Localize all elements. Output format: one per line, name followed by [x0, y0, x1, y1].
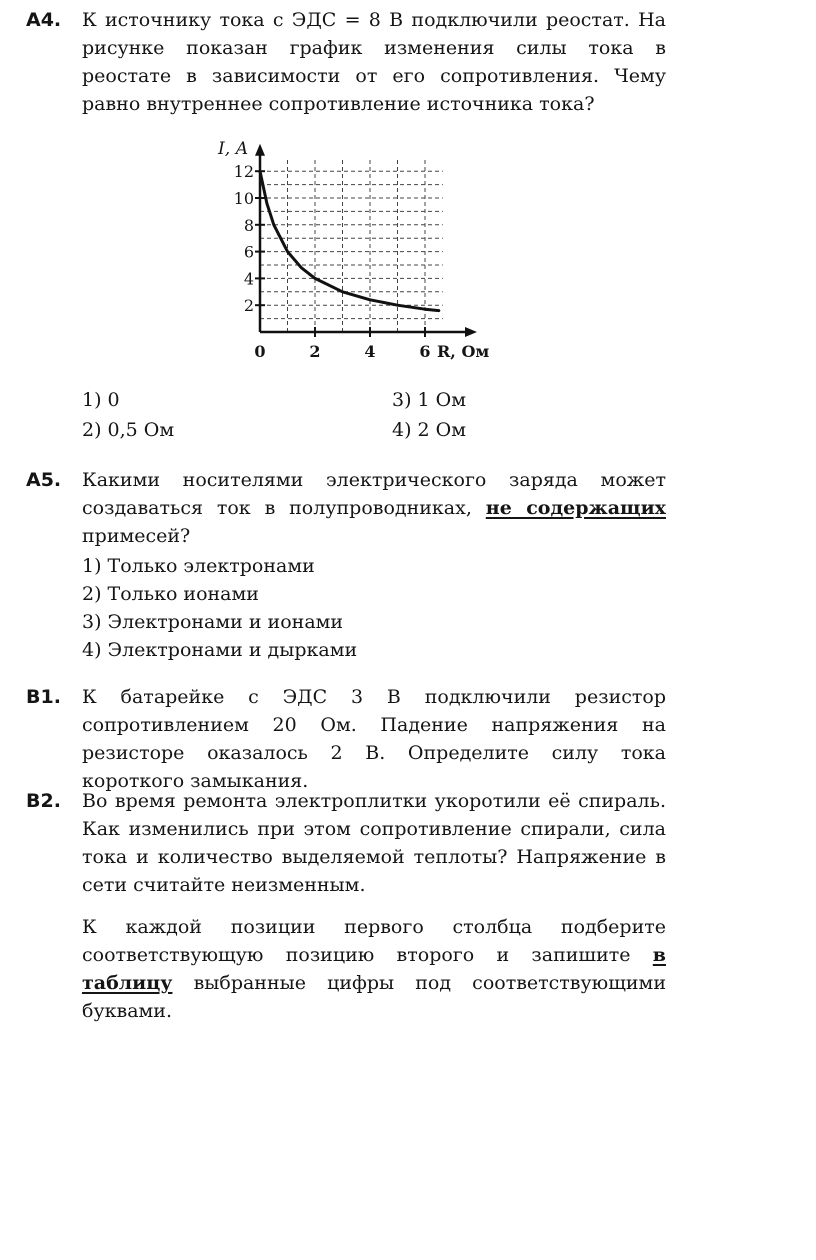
- option-1[interactable]: 1) Только электронами: [82, 555, 315, 577]
- x-tick-label: 2: [309, 342, 321, 361]
- question-text: К батарейке с ЭДС 3 В подключили резистор сопротивлением 20 Ом. Падение напряжения на резисторе оказалось 2 В. Определите силу тока короткого замыкания.: [82, 686, 666, 792]
- option-4[interactable]: 4) Электронами и дырками: [82, 639, 358, 661]
- x-axis-label: R, Ом: [437, 342, 490, 361]
- question-a4: [26, 6, 666, 118]
- y-tick-label: 2: [243, 296, 254, 316]
- y-axis-arrow: [255, 144, 265, 156]
- x-tick-label: 0: [254, 342, 266, 361]
- question-number: В1.: [26, 686, 61, 708]
- answer-options-a4: [82, 386, 582, 446]
- question-text: Во время ремонта электроплитки укоротили её спираль. Как изменились при этом сопротивление спирали, сила тока и количество выделяемой теплоты? Напряжение в сети считайте неизменным.: [82, 790, 666, 896]
- y-tick-label: 10: [233, 189, 254, 208]
- question-number: А4.: [26, 9, 62, 31]
- question-text: К источнику тока с ЭДС = 8 В подключили реостат. На рисунке показан график изменения силы тока в реостате в зависимости от его сопротивления. Чему равно внутреннее сопротивление источника тока?: [82, 9, 666, 115]
- question-a5: [26, 466, 666, 550]
- y-tick-label: 8: [243, 215, 254, 235]
- x-axis-arrow: [465, 327, 477, 337]
- option-3[interactable]: 3) Электронами и ионами: [82, 611, 344, 633]
- x-tick-label: 4: [364, 342, 376, 361]
- current-curve-line: [260, 171, 439, 310]
- question-number: А5.: [26, 469, 62, 491]
- instructions-text: К каждой позиции первого столбца подберите соответствующую позицию второго и запишите в таблицу выбранные цифры под соответствующими буквами.: [82, 916, 666, 1022]
- question-b2: [26, 787, 666, 1025]
- current-resistance-chart: [200, 130, 500, 365]
- emphasis-underlined: в таблицу: [82, 944, 666, 994]
- option-2[interactable]: 2) 0,5 Ом: [82, 419, 175, 441]
- option-4[interactable]: 4) 2 Ом: [392, 419, 467, 441]
- emphasis-underlined: не содержащих: [485, 497, 666, 519]
- y-tick-label: 4: [243, 269, 254, 289]
- y-axis-label: I, А: [218, 138, 249, 159]
- option-1[interactable]: 1) 0: [82, 389, 120, 411]
- option-2[interactable]: 2) Только ионами: [82, 583, 259, 605]
- y-tick-label: 6: [243, 242, 254, 262]
- y-tick-label: 12: [233, 162, 254, 182]
- option-3[interactable]: 3) 1 Ом: [392, 389, 467, 411]
- x-tick-label: 6: [419, 342, 431, 361]
- question-text: Какими носителями электрического заряда может создаваться ток в полупроводниках, не содержащих примесей?: [82, 469, 666, 547]
- answer-options-a5: [82, 552, 357, 664]
- question-number: В2.: [26, 790, 61, 812]
- question-b1: [26, 683, 666, 795]
